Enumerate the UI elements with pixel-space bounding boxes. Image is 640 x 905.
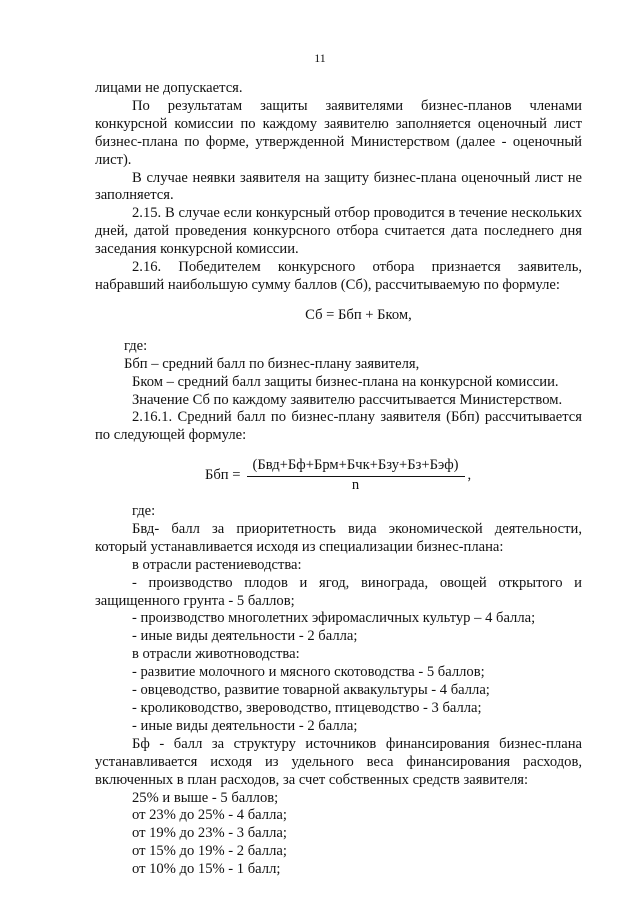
- list-item: - производство многолетних эфиромасличных культур – 4 балла;: [132, 610, 536, 627]
- list-item: - кролиководство, звероводство, птицеводство - 3 балла;: [132, 700, 482, 716]
- paragraph: По результатам защиты заявителями бизнес-планов членами конкурсной комиссии по каждому заявителю заполняется оценочный лист бизнес-плана по форме, утвержденной Министерством (далее - оценочный лист).: [95, 97, 582, 168]
- formula-fraction: [247, 457, 465, 495]
- list-heading: в отрасли животноводства:: [132, 646, 300, 663]
- list-item: - иные виды деятельности - 2 балла;: [132, 717, 358, 734]
- list-heading: в отрасли растениеводства:: [132, 556, 302, 573]
- where-label: где:: [124, 337, 148, 354]
- paragraph: лицами не допускается.: [95, 80, 243, 96]
- list-item: от 15% до 19% - 2 балла;: [132, 843, 287, 860]
- document-body: [95, 80, 582, 879]
- list-item: от 10% до 15% - 1 балл;: [132, 861, 281, 878]
- formula-comma: ,: [467, 467, 472, 484]
- list-item: от 19% до 23% - 3 балла;: [132, 825, 287, 842]
- paragraph: Значение Сб по каждому заявителю рассчитывается Министерством.: [132, 391, 563, 408]
- paragraph: Бф - балл за структуру источников финансирования бизнес-плана устанавливается исходя из удельного веса финансирования расходов, включенных в план расходов, за счет собственных средств заявителя:: [95, 735, 582, 788]
- list-item: - производство плодов и ягод, винограда, овощей открытого и защищенного грунта - 5 баллов;: [95, 574, 582, 609]
- list-item: от 23% до 25% - 4 балла;: [132, 807, 287, 824]
- list-item: 25% и выше - 5 баллов;: [132, 789, 279, 806]
- paragraph: 2.16. Победителем конкурсного отбора признается заявитель, набравший наибольшую сумму баллов (Сб), рассчитываемую по формуле:: [95, 259, 582, 293]
- paragraph: В случае неявки заявителя на защиту бизнес-плана оценочный лист не заполняется.: [95, 169, 582, 204]
- page-number: 11: [314, 51, 326, 65]
- definition-line: Ббп – средний балл по бизнес-плану заявителя,: [124, 355, 420, 372]
- formula-numerator: (Бвд+Бф+Брм+Бчк+Бзу+Бз+Бэф): [252, 457, 459, 474]
- list-item: - овцеводство, развитие товарной аквакультуры - 4 балла;: [132, 682, 490, 699]
- paragraph: 2.15. В случае если конкурсный отбор проводится в течение нескольких дней, датой проведения конкурсного отбора считается дата последнего дня заседания конкурсной комиссии.: [95, 205, 582, 258]
- formula-total-score: Сб = Ббп + Бком,: [305, 306, 412, 323]
- paragraph: Бвд- балл за приоритетность вида экономической деятельности, который устанавливается исходя из специализации бизнес-плана:: [95, 520, 582, 555]
- paragraph: 2.16.1. Средний балл по бизнес-плану заявителя (Ббп) рассчитывается по следующей формуле:: [95, 409, 582, 444]
- definition-line: Бком – средний балл защиты бизнес-плана на конкурсной комиссии.: [132, 373, 559, 390]
- formula-denominator: n: [351, 477, 360, 494]
- list-item: - иные виды деятельности - 2 балла;: [132, 628, 358, 645]
- formula-business-plan-score: [205, 457, 582, 495]
- list-item: - развитие молочного и мясного скотоводства - 5 баллов;: [132, 664, 485, 681]
- where-label: где:: [132, 503, 156, 520]
- formula-left-side: Ббп =: [205, 467, 241, 484]
